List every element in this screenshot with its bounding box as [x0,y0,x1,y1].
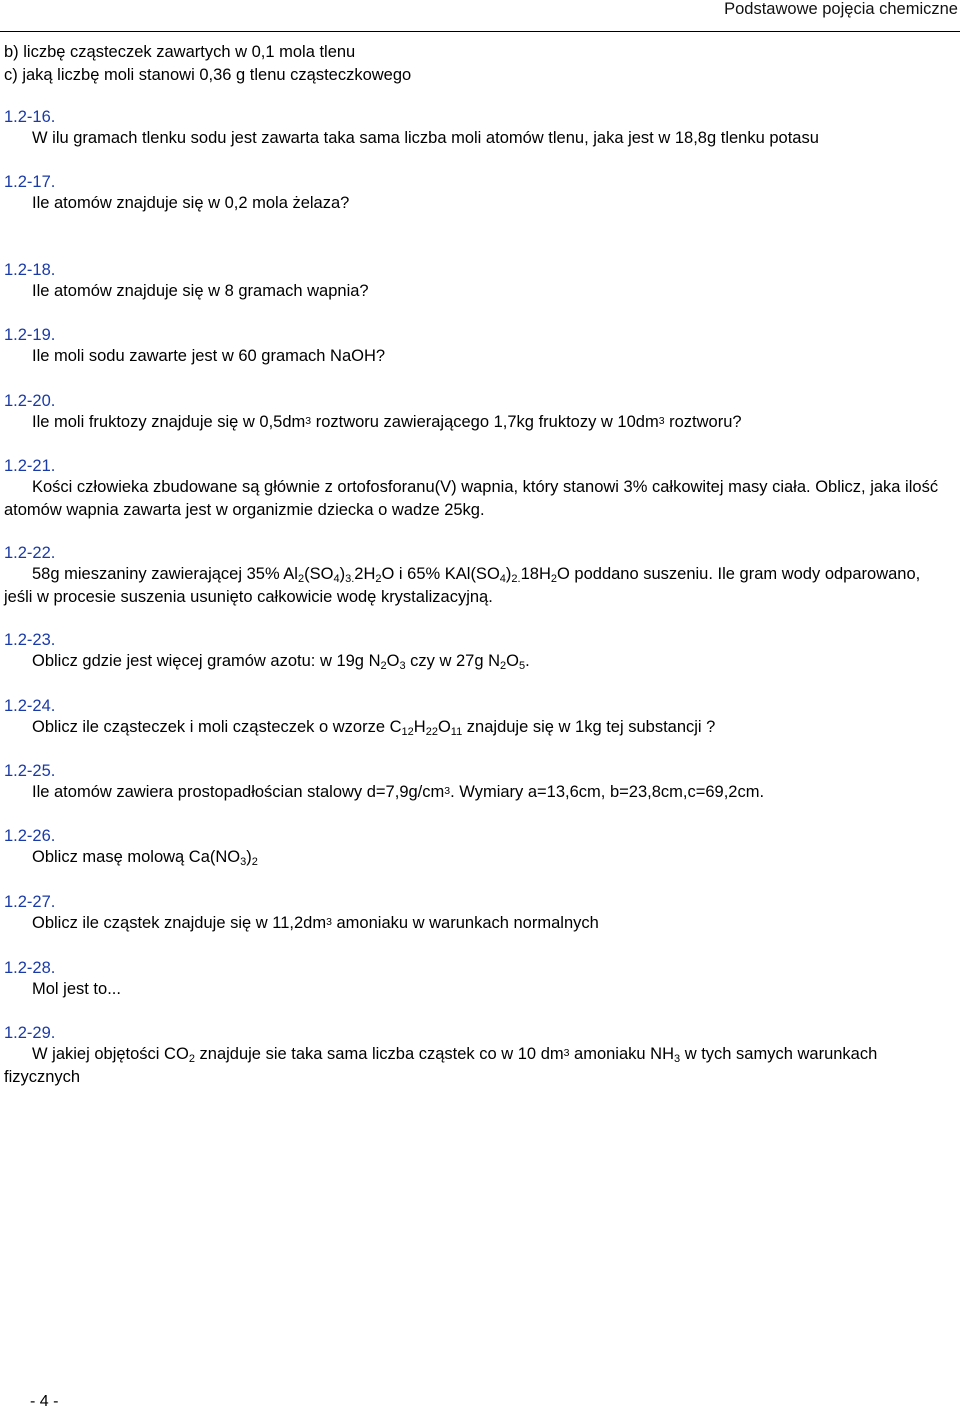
intro-continuation [4,41,411,87]
problem-1-2-21 [4,456,944,521]
problem-text: Oblicz ile cząstek znajduje się w $11,2dm^3$ amoniaku w warunkach normalnych [32,914,599,932]
problem-1-2-16 [4,107,944,150]
problem-number: 1.2-22. [4,544,56,562]
problem-text: Mol jest to... [32,980,121,998]
intro-item-b: b) liczbę cząsteczek zawartych w 0,1 mola tlenu [4,43,356,61]
problem-number: 1.2-28. [4,959,56,977]
page-number: - 4 - [30,1393,59,1410]
problem-1-2-24 [4,696,944,739]
problem-number: 1.2-17. [4,173,56,191]
problem-text: W jakiej objętości $CO_2$ znajduje sie taka sama liczba cząstek co w 10 $dm^3$ amoniaku $NH_3$ w tych samych warunkach fizycznych [4,1045,878,1086]
problem-1-2-26 [4,826,944,869]
problem-1-2-17 [4,172,944,215]
problem-text: 58g mieszaniny zawierającej 35% $Al_2(SO_4)_{3.}2H_2O$ i 65% $KAl(SO_4)_{2.}18H_2O$ poddano suszeniu. Ile gram wody odparowano, jeśli w procesie suszenia usunięto całkowicie wodę krystalizacyjną. [4,565,921,606]
problem-text: W ilu gramach tlenku sodu jest zawarta taka sama liczba moli atomów tlenu, jaka jest w 18,8g tlenku potasu [32,129,819,147]
problem-text: Ile moli fruktozy znajduje się w $0,5dm^3$ roztworu zawierającego 1,7kg fruktozy w $10dm^3$ roztworu? [32,413,742,431]
problem-number: 1.2-23. [4,631,56,649]
problem-number: 1.2-24. [4,697,56,715]
problem-number: 1.2-21. [4,457,56,475]
problem-number: 1.2-29. [4,1024,56,1042]
problem-1-2-20 [4,391,944,434]
problem-1-2-23 [4,630,944,673]
problem-text: Oblicz gdzie jest więcej gramów azotu: w 19g $N_2O_3$ czy w 27g $N_2O_5$. [32,652,530,672]
problem-text: Oblicz masę molową $Ca(NO_3)_2$ [32,848,258,868]
problem-1-2-29 [4,1023,944,1088]
problem-number: 1.2-18. [4,261,56,279]
problem-number: 1.2-26. [4,827,56,845]
problem-1-2-18 [4,260,944,303]
problem-text: Oblicz ile cząsteczek i moli cząsteczek o wzorze $C_{12}H_{22}O_{11}$ znajduje się w 1kg tej substancji ? [32,718,716,738]
problem-number: 1.2-16. [4,108,56,126]
intro-item-c: c) jaką liczbę moli stanowi 0,36 g tlenu cząsteczkowego [4,66,412,84]
problem-text: Ile moli sodu zawarte jest w 60 gramach NaOH? [32,347,386,365]
problem-1-2-27 [4,892,944,935]
problem-number: 1.2-19. [4,326,56,344]
problem-1-2-22 [4,543,944,608]
problem-text: Ile atomów zawiera prostopadłościan stalowy $d=7,9g/cm^3$. Wymiary a=13,6cm, b=23,8cm,c=69,2cm. [32,783,765,801]
page-header-title: Podstawowe pojęcia chemiczne [724,0,958,18]
problem-number: 1.2-25. [4,762,56,780]
problem-1-2-25 [4,761,944,804]
problem-number: 1.2-27. [4,893,56,911]
header-divider [0,31,960,32]
problem-1-2-28 [4,958,944,1001]
problem-text: Ile atomów znajduje się w 8 gramach wapnia? [32,282,369,300]
problem-text: Ile atomów znajduje się w 0,2 mola żelaza? [32,194,350,212]
problem-number: 1.2-20. [4,392,56,410]
problem-text: Kości człowieka zbudowane są głównie z ortofosforanu(V) wapnia, który stanowi 3% całkowitej masy ciała. Oblicz, jaka ilość atomów wapnia zawarta jest w organizmie dziecka o wadze 25kg. [4,478,939,519]
problem-1-2-19 [4,325,944,368]
